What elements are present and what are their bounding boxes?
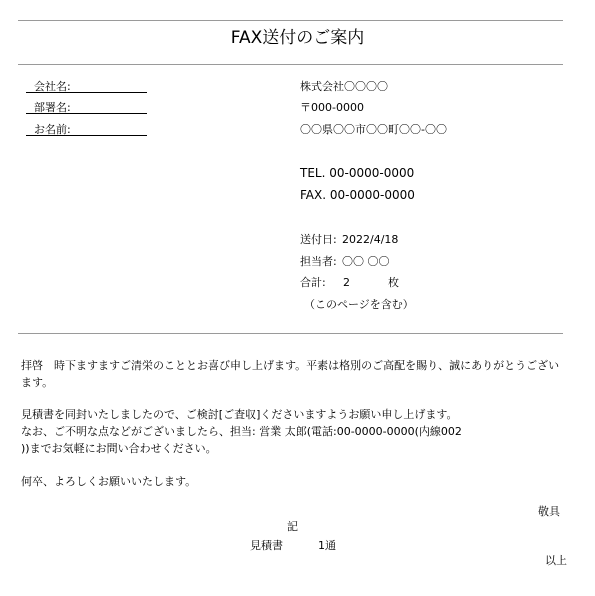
total-value: 2 [343, 276, 350, 289]
person-name-label: お名前: [34, 123, 71, 136]
ki-heading: 記 [287, 520, 298, 533]
enclosed-item-quantity: 1通 [318, 539, 336, 552]
sender-postal: 〒000-0000 [300, 101, 364, 114]
greeting-line-2: ます。 [21, 376, 54, 389]
closing-keigu: 敬具 [538, 505, 560, 518]
sender-company: 株式会社〇〇〇〇 [300, 80, 388, 93]
sender-fax: FAX. 00-0000-0000 [300, 188, 415, 202]
page-count-note: （このページを含む） [304, 298, 414, 311]
title-rule [18, 64, 563, 65]
person-in-charge-label: 担当者: [300, 255, 337, 268]
top-rule [18, 20, 563, 21]
date-label: 送付日: [300, 233, 337, 246]
date-value: 2022/4/18 [342, 233, 399, 246]
page-title: FAX送付のご案内 [230, 28, 365, 48]
section-rule [18, 333, 563, 334]
enclosure-line-2: なお、ご不明な点などがございましたら、担当: 営業 太郎(電話:00-0000-0000(内線002 [21, 425, 462, 438]
person-name-field[interactable] [26, 135, 147, 136]
request-line: 何卒、よろしくお願いいたします。 [21, 475, 197, 488]
total-label: 合計: [300, 276, 326, 289]
person-in-charge-value: 〇〇 〇〇 [342, 255, 390, 268]
department-label: 部署名: [34, 101, 71, 114]
enclosure-line-3: ))までお気軽にお問い合わせください。 [21, 442, 217, 455]
end-ijou: 以上 [545, 554, 567, 567]
sender-tel: TEL. 00-0000-0000 [300, 166, 415, 180]
sender-address: 〇〇県〇〇市〇〇町〇〇-〇〇 [300, 123, 447, 136]
greeting-line-1: 拝啓 時下ますますご清栄のこととお喜び申し上げます。平素は格別のご高配を賜り、誠にありがとうござい [21, 359, 560, 372]
enclosure-line-1: 見積書を同封いたしましたので、ご検討[ご査収]くださいますようお願い申し上げます。 [21, 408, 458, 421]
total-unit: 枚 [388, 276, 399, 289]
company-name-label: 会社名: [34, 80, 71, 93]
company-name-field[interactable] [26, 92, 147, 93]
department-field[interactable] [26, 113, 147, 114]
enclosed-item-name: 見積書 [250, 539, 283, 552]
